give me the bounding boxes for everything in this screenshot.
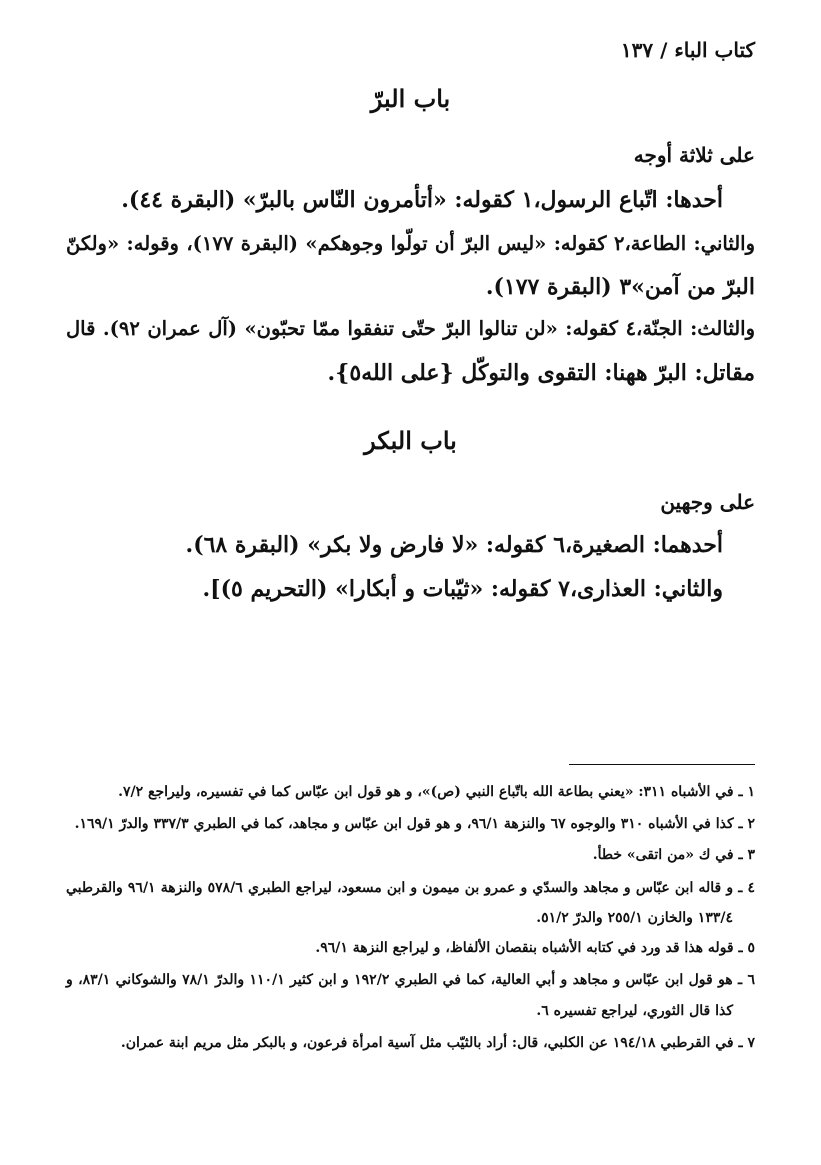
footnote-continuation: كذا قال الثوري، ليراجع تفسيره ٦. bbox=[536, 1003, 733, 1019]
chapter-title-bikr: باب البكر bbox=[364, 426, 457, 455]
footnote: ٥ ـ قوله هذا قد ورد في كتابه الأشباه بنقصان الألفاظ، و ليراجع النزهة ٩٦/١. bbox=[315, 940, 755, 956]
footnote-continuation: ١٣٣/٤ والخازن ٢٥٥/١ والدرّ ٥١/٢. bbox=[536, 910, 733, 926]
footnote: ٣ ـ في ك «من اتقى» خطأ. bbox=[592, 847, 755, 863]
running-head: كتاب الباء / ١٣٧ bbox=[620, 38, 755, 62]
body-line: أحدها: اتّباع الرسول،١ كقوله: «أتأمرون النّاس بالبرّ» (البقرة ٤٤). bbox=[121, 187, 723, 213]
body-line: البرّ من آمن»٣ (البقرة ١٧٧). bbox=[485, 274, 755, 300]
footnote-separator bbox=[569, 764, 755, 765]
section-heading-bikr: على وجهين bbox=[660, 490, 755, 514]
footnote: ٤ ـ و قاله ابن عبّاس و مجاهد والسدّي و عمرو بن ميمون و ابن مسعود، ليراجع الطبري ٥٧٨/٦ والنزهة ٩٦/١ والقرطبي bbox=[66, 880, 755, 896]
footnote: ١ ـ في الأشباه ٣١١: «يعني بطاعة الله باتّباع النبي (ص)»، و هو قول ابن عبّاس كما في تفسيره، وليراجع ٧/٢. bbox=[118, 784, 755, 800]
body-line: والثاني: الطاعة،٢ كقوله: «ليس البرّ أن تولّوا وجوهكم» (البقرة ١٧٧)، وقوله: «ولكنّ bbox=[66, 232, 755, 255]
chapter-title-birr: باب البرّ bbox=[370, 84, 451, 113]
body-line: والثاني: العذارى،٧ كقوله: «ثيّبات و أبكارا» (التحريم ٥)]. bbox=[202, 576, 723, 602]
body-line: مقاتل: البرّ ههنا: التقوى والتوكّل {على الله٥}. bbox=[327, 360, 755, 386]
body-line: أحدهما: الصغيرة،٦ كقوله: «لا فارض ولا بكر» (البقرة ٦٨). bbox=[185, 532, 723, 558]
footnote: ٢ ـ كذا في الأشباه ٣١٠ والوجوه ٦٧ والنزهة ٩٦/١، و هو قول ابن عبّاس و مجاهد، كما في الطبري ٣٣٧/٣ والدرّ ١٦٩/١. bbox=[74, 816, 755, 832]
footnote: ٧ ـ في القرطبي ١٩٤/١٨ عن الكلبي، قال: أراد بالثيّب مثل آسية امرأة فرعون، و بالبكر مثل مريم ابنة عمران. bbox=[120, 1035, 755, 1051]
footnote: ٦ ـ هو قول ابن عبّاس و مجاهد و أبي العالية، كما في الطبري ١٩٢/٢ و ابن كثير ١١٠/١ والدرّ ٧٨/١ والشوكاني ٨٣/١، و bbox=[66, 972, 755, 988]
section-heading-birr: على ثلاثة أوجه bbox=[633, 143, 755, 167]
body-line: والثالث: الجنّة،٤ كقوله: «لن تنالوا البرّ حتّى تنفقوا ممّا تحبّون» (آل عمران ٩٢). قال bbox=[66, 317, 755, 340]
